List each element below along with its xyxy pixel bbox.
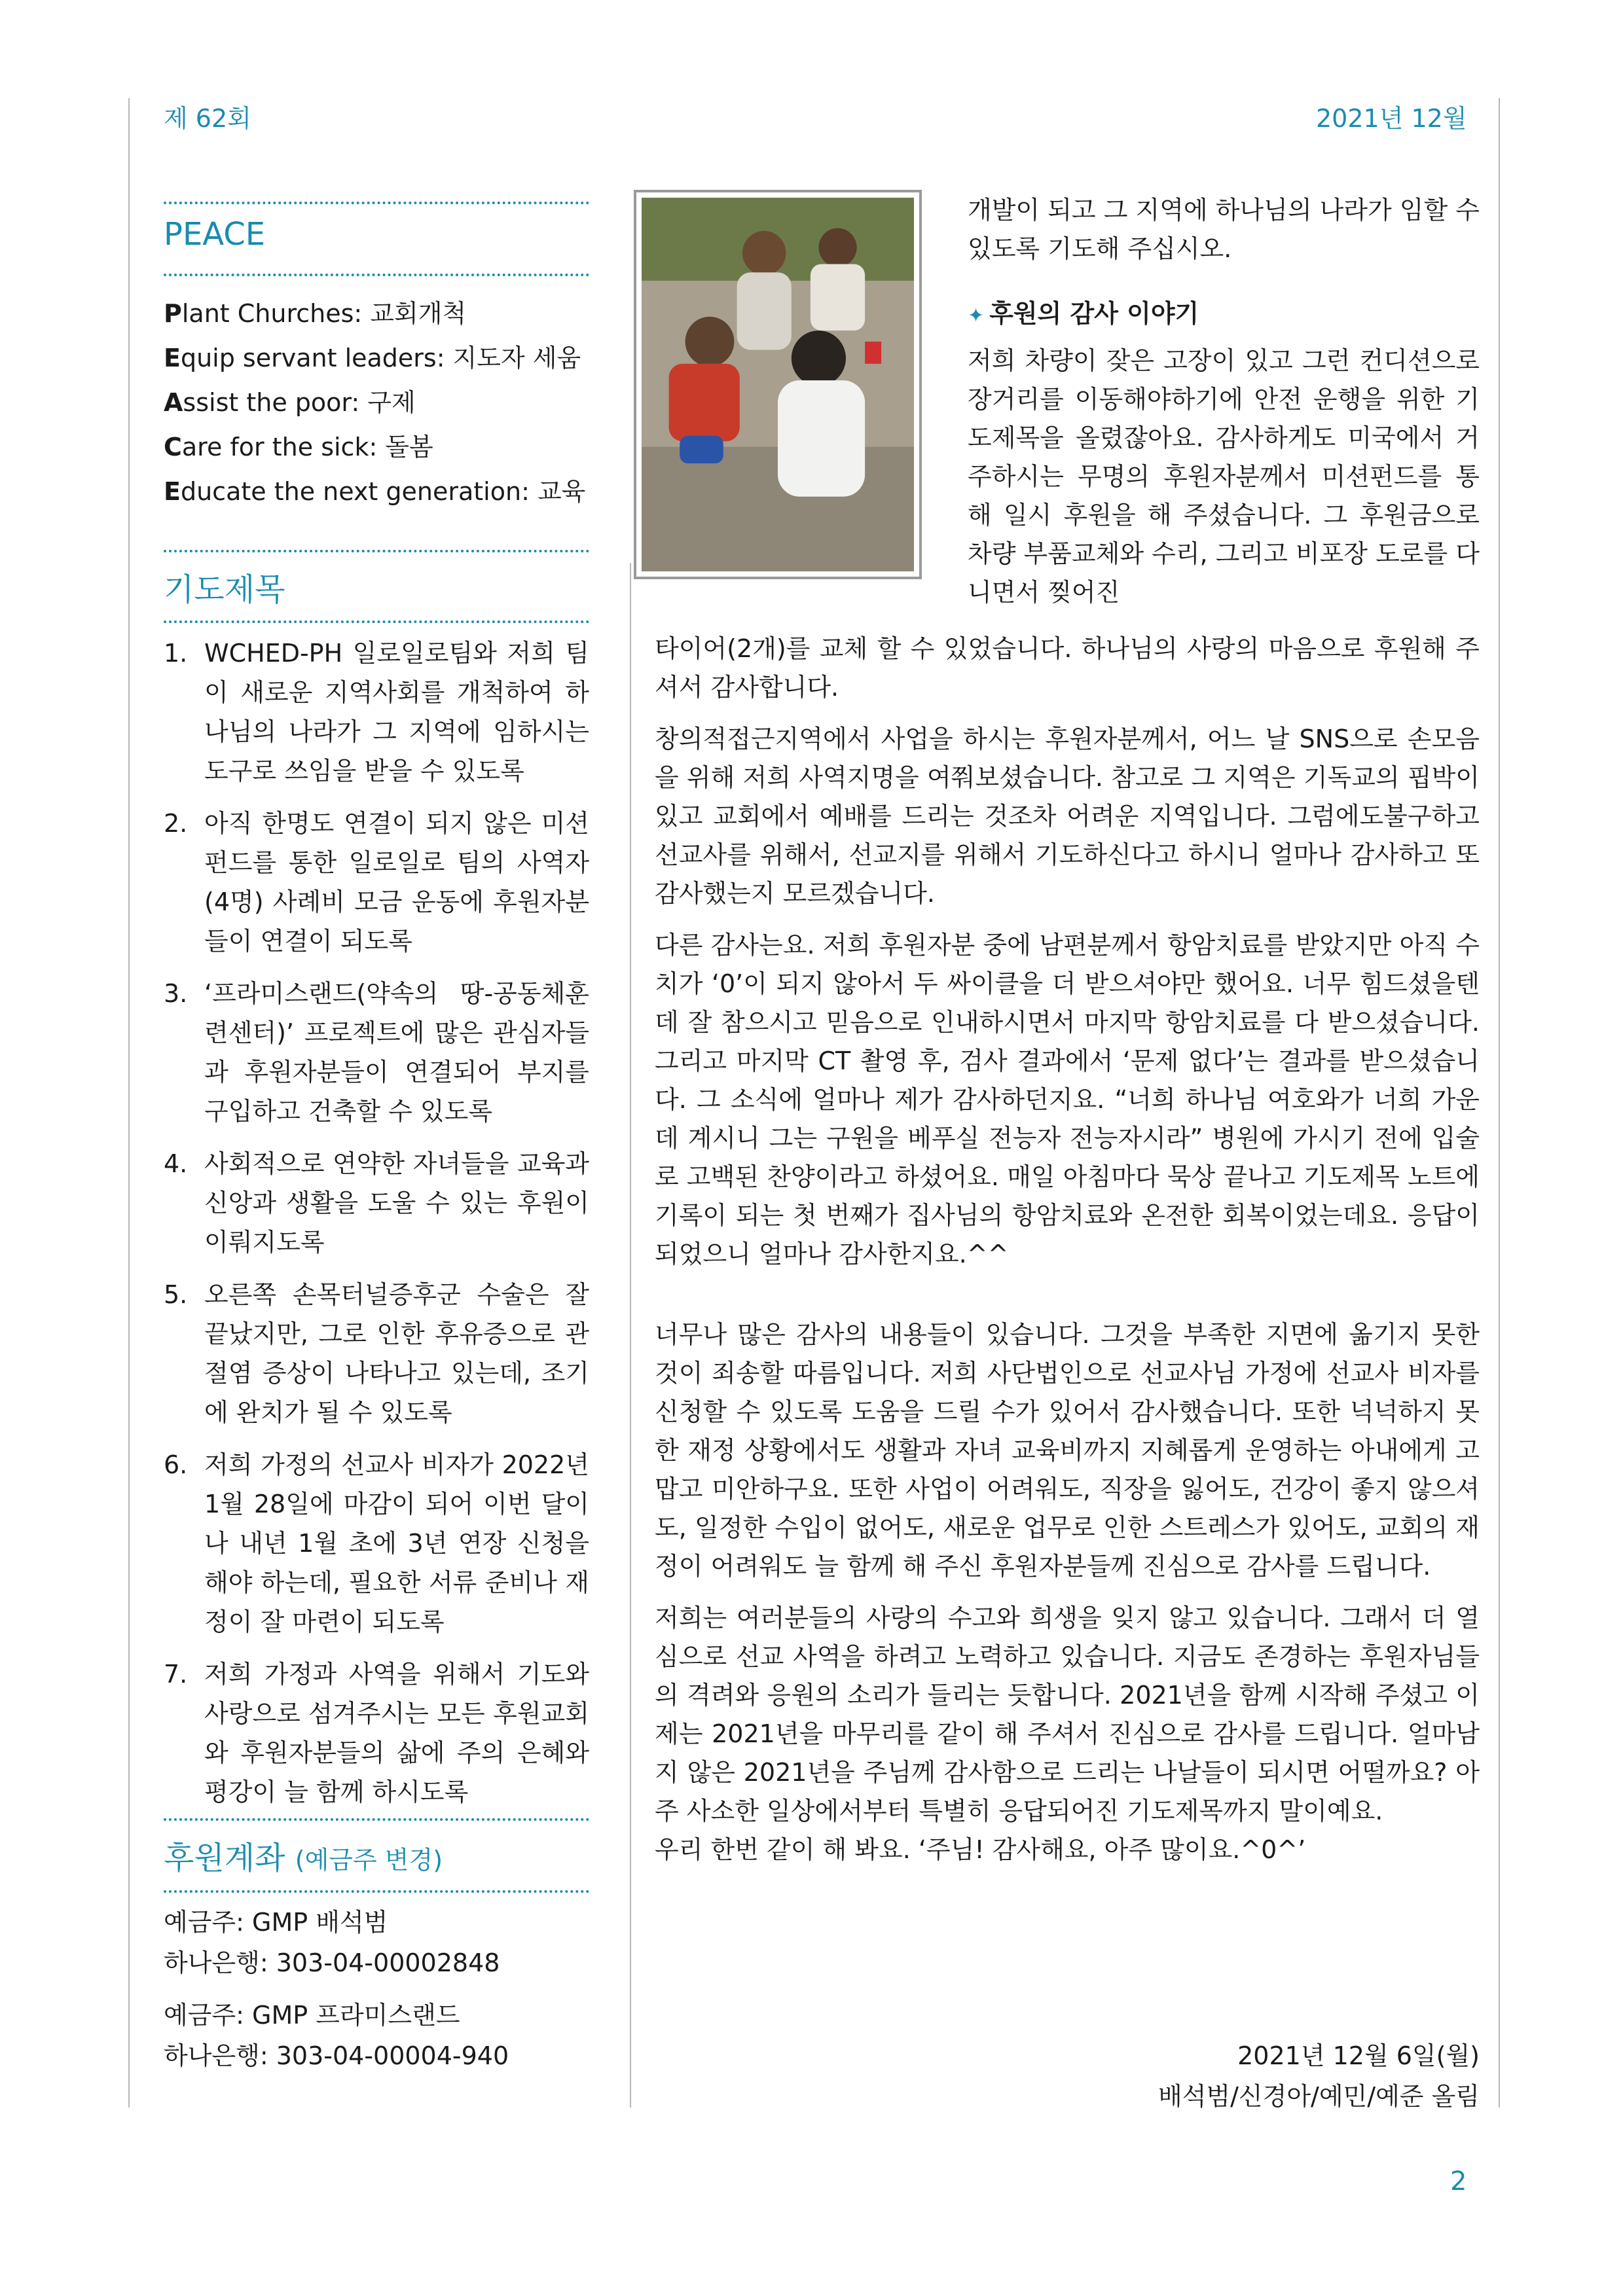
article-paragraph: 너무나 많은 감사의 내용들이 있습니다. 그것을 부족한 지면에 옮기지 못한 것이 죄송할 따름입니다. 저희 사단법인으로 선교사님 가정에 선교사 비자를 신청할 수 있도록 도움을 드릴 수가 있어서 감사했습니다. 또한 넉넉하지 못한 재정 상황에서도 생활과 자녀 교육비까지 지혜롭게 운영하는 아내에게 고맙고 미안하구요. 또한 사업이 어려워도, 직장을 잃어도, 건강이 좋지 않으셔도, 일정한 수입이 없어도, 새로운 업무로 인한 스트레스가 있어도, 교회의 재정이 어려워도 늘 함께 해 주신 후원자분들께 진심으로 감사를 드립니다. bbox=[655, 1320, 1480, 1581]
issue-number: 제 62회 bbox=[164, 104, 251, 133]
prayer-item: 1. WCHED-PH 일로일로팀와 저희 팀이 새로운 지역사회를 개척하여 하나님의 나라가 그 지역에 임하시는 도구로 쓰임을 받을 수 있도록 bbox=[164, 639, 589, 785]
article-intro bbox=[968, 191, 1480, 625]
account-number: 하나은행: 303-04-00002848 bbox=[164, 1948, 500, 1977]
article-paragraph: 저희는 여러분들의 사랑의 수고와 희생을 잊지 않고 있습니다. 그래서 더 열심으로 선교 사역을 하려고 노력하고 있습니다. 지금도 존경하는 후원자님들의 격려와 응원의 소리가 들리는 듯합니다. 2021년을 함께 시작해 주셨고 이제는 2021년을 마무리를 같이 해 주셔서 진심으로 감사를 드립니다. 얼마남지 않은 2021년을 주님께 감사함으로 드리는 나날들이 되시면 어떨까요? 아주 사소한 일상에서부터 특별히 응답되어진 기도제목까지 말이예요. bbox=[655, 1604, 1480, 1825]
column-divider bbox=[630, 563, 631, 2108]
peace-list bbox=[164, 291, 596, 514]
star-icon: ✦ bbox=[968, 304, 985, 327]
article-paragraph: 우리 한번 같이 해 봐요. ‘주님! 감사해요, 아주 많이요.^0^’ bbox=[655, 1835, 1306, 1864]
prayer-item: 3. ‘프라미스랜드(약속의 땅-공동체훈련센터)’ 프로젝트에 많은 관심자들과 후원자분들이 연결되어 부지를 구입하고 건축할 수 있도록 bbox=[164, 979, 589, 1126]
article-body bbox=[655, 630, 1480, 1882]
signature-date: 2021년 12월 6일(월) bbox=[1237, 2041, 1480, 2070]
account-number: 하나은행: 303-04-00004-940 bbox=[164, 2041, 509, 2070]
divider bbox=[164, 202, 589, 204]
prayer-item: 6. 저희 가정의 선교사 비자가 2022년 1월 28일에 마감이 되어 이번 달이나 내년 1월 초에 3년 연장 신청을 해야 하는데, 필요한 서류 준비나 재정이 잘 마련이 되도록 bbox=[164, 1450, 589, 1636]
article-paragraph: 다른 감사는요. 저희 후원자분 중에 남편분께서 항암치료를 받았지만 아직 수치가 ‘0’이 되지 않아서 두 싸이클을 더 받으셔야만 했어요. 너무 힘드셨을텐데 잘 참으시고 믿음으로 인내하시면서 마지막 항암치료를 다 받으셨습니다. 그리고 마지막 CT 촬영 후, 검사 결과에서 ‘문제 없다’는 결과를 받으셨습니다. 그 소식에 얼마나 제가 감사하던지요. “너희 하나님 여호와가 너희 가운데 계시니 그는 구원을 베푸실 전능자 전능자시라” 병원에 가시기 전에 입술로 고백된 찬양이라고 하셨어요. 매일 아침마다 묵상 끝나고 기도제목 노트에 기록이 되는 첫 번째가 집사님의 항암치료와 온전한 회복이었는데요. 응답이 되었으니 얼마나 감사한지요.^^ bbox=[655, 931, 1480, 1268]
prayer-item: 2. 아직 한명도 연결이 되지 않은 미션펀드를 통한 일로일로 팀의 사역자(4명) 사례비 모금 운동에 후원자분들이 연결이 되도록 bbox=[164, 809, 589, 956]
prayer-item: 5. 오른쪽 손목터널증후군 수술은 잘 끝났지만, 그로 인한 후유증으로 관절염 증상이 나타나고 있는데, 조기에 완치가 될 수 있도록 bbox=[164, 1280, 589, 1427]
issue-date: 2021년 12월 bbox=[1316, 104, 1467, 133]
account-subtitle: (예금주 변경) bbox=[295, 1846, 443, 1874]
right-margin-rule bbox=[1499, 98, 1500, 2108]
signature-names: 배석범/신경아/예민/예준 올림 bbox=[1158, 2082, 1480, 2111]
prayer-item: 4. 사회적으로 연약한 자녀들을 교육과 신앙과 생활을 도울 수 있는 후원이 이뤄지도록 bbox=[164, 1149, 589, 1257]
account-block-1 bbox=[164, 1902, 500, 1983]
signature bbox=[917, 2036, 1480, 2117]
article-paragraph: 개발이 되고 그 지역에 하나님의 나라가 임할 수 있도록 기도해 주십시오. bbox=[968, 196, 1480, 263]
account-holder: 예금주: GMP 프라미스랜드 bbox=[164, 2001, 460, 2030]
peace-item: Care for the sick: 돌봄 bbox=[164, 433, 433, 461]
account-title: 후원계좌 (예금주 변경) bbox=[164, 1840, 443, 1876]
prayer-item: 7. 저희 가정과 사역을 위해서 기도와 사랑으로 섬겨주시는 모든 후원교회와 후원자분들의 삶에 주의 은혜와 평강이 늘 함께 하시도록 bbox=[164, 1660, 589, 1806]
divider bbox=[164, 550, 589, 552]
peace-title: PEACE bbox=[164, 216, 266, 253]
prayer-title: 기도제목 bbox=[164, 571, 285, 608]
peace-item: Equip servant leaders: 지도자 세움 bbox=[164, 344, 581, 372]
account-holder: 예금주: GMP 배석범 bbox=[164, 1908, 388, 1937]
prayer-list bbox=[164, 634, 589, 1825]
account-block-2 bbox=[164, 1995, 509, 2076]
peace-item: Plant Churches: 교회개척 bbox=[164, 299, 467, 328]
divider bbox=[164, 1818, 589, 1821]
divider bbox=[164, 620, 589, 623]
peace-item: Educate the next generation: 교육 bbox=[164, 477, 586, 506]
article-paragraph: 저희 차량이 잦은 고장이 있고 그런 컨디션으로 장거리를 이동해야하기에 안전 운행을 위한 기도제목을 올렸잖아요. 감사하게도 미국에서 거주하시는 무명의 후원자분께서 미션펀드를 통해 일시 후원을 해 주셨습니다. 그 후원금으로 차량 부품교체와 수리, 그리고 비포장 도로를 다니면서 찢어진 bbox=[968, 346, 1480, 607]
peace-item: Assist the poor: 구제 bbox=[164, 388, 416, 417]
divider bbox=[164, 274, 589, 276]
article-paragraph: 창의적접근지역에서 사업을 하시는 후원자분께서, 어느 날 SNS으로 손모음을 위해 저희 사역지명을 여쭤보셨습니다. 참고로 그 지역은 기독교의 핍박이 있고 교회에서 예배를 드리는 것조차 어려운 지역입니다. 그럼에도불구하고 선교사를 위해서, 선교지를 위해서 기도하신다고 하시니 얼마나 감사하고 또 감사했는지 모르겠습니다. bbox=[655, 725, 1480, 908]
left-margin-rule bbox=[128, 98, 130, 2108]
divider bbox=[164, 1890, 589, 1893]
children-photo bbox=[634, 190, 922, 579]
article-subheading: ✦ 후원의 감사 이야기 bbox=[968, 299, 1199, 328]
page-number: 2 bbox=[1450, 2166, 1467, 2197]
article-paragraph: 타이어(2개)를 교체 할 수 있었습니다. 하나님의 사랑의 마음으로 후원해 주셔서 감사합니다. bbox=[655, 634, 1480, 702]
